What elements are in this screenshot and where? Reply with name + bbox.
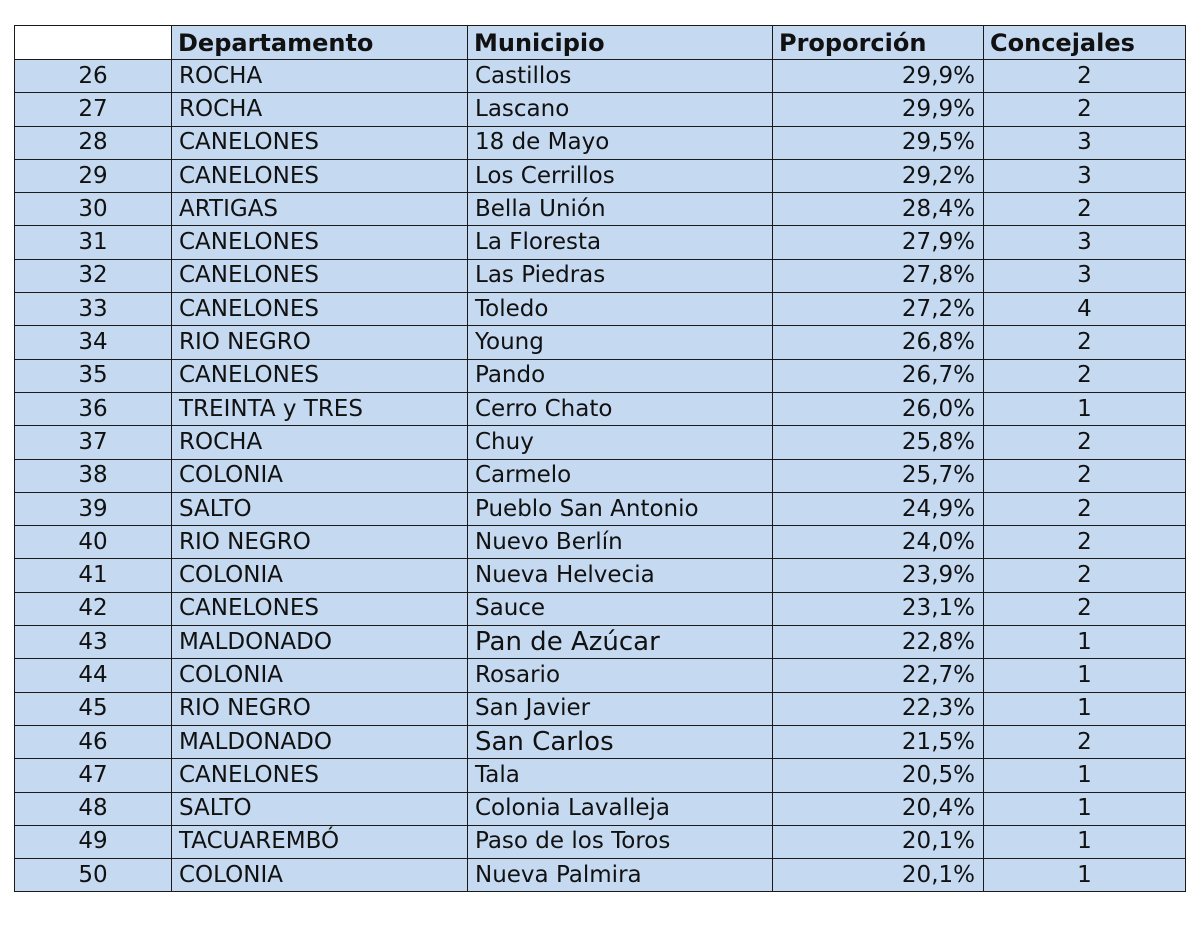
cell-municipio: San Carlos xyxy=(468,725,773,758)
cell-departamento: MALDONADO xyxy=(172,626,468,659)
table-header-row xyxy=(15,26,1186,60)
table-container xyxy=(14,25,1185,892)
cell-municipio: San Javier xyxy=(468,692,773,725)
cell-proporcion: 29,2% xyxy=(773,159,984,192)
cell-concejales: 2 xyxy=(984,526,1186,559)
cell-municipio: Chuy xyxy=(468,426,773,459)
table-row xyxy=(15,159,1186,192)
cell-departamento: TACUAREMBÓ xyxy=(172,825,468,858)
cell-departamento: COLONIA xyxy=(172,559,468,592)
cell-concejales: 2 xyxy=(984,592,1186,625)
cell-proporcion: 27,8% xyxy=(773,259,984,292)
table-row xyxy=(15,93,1186,126)
cell-departamento: SALTO xyxy=(172,492,468,525)
cell-rank: 26 xyxy=(15,60,172,93)
cell-departamento: RIO NEGRO xyxy=(172,326,468,359)
table-row xyxy=(15,692,1186,725)
cell-proporcion: 20,4% xyxy=(773,792,984,825)
cell-departamento: RIO NEGRO xyxy=(172,526,468,559)
table-row xyxy=(15,60,1186,93)
cell-municipio: Tala xyxy=(468,759,773,792)
cell-rank: 44 xyxy=(15,659,172,692)
cell-municipio: Young xyxy=(468,326,773,359)
table-body xyxy=(15,60,1186,892)
cell-concejales: 1 xyxy=(984,825,1186,858)
cell-departamento: SALTO xyxy=(172,792,468,825)
table-row xyxy=(15,259,1186,292)
cell-municipio: Toledo xyxy=(468,293,773,326)
cell-departamento: MALDONADO xyxy=(172,725,468,758)
cell-rank: 32 xyxy=(15,259,172,292)
table-row xyxy=(15,126,1186,159)
table-row xyxy=(15,825,1186,858)
cell-rank: 29 xyxy=(15,159,172,192)
cell-departamento: CANELONES xyxy=(172,592,468,625)
cell-rank: 45 xyxy=(15,692,172,725)
cell-proporcion: 26,8% xyxy=(773,326,984,359)
cell-rank: 41 xyxy=(15,559,172,592)
table-row xyxy=(15,559,1186,592)
table-row xyxy=(15,326,1186,359)
cell-rank: 30 xyxy=(15,193,172,226)
cell-proporcion: 27,2% xyxy=(773,293,984,326)
cell-municipio: Pan de Azúcar xyxy=(468,626,773,659)
cell-concejales: 3 xyxy=(984,159,1186,192)
cell-rank: 48 xyxy=(15,792,172,825)
cell-departamento: CANELONES xyxy=(172,259,468,292)
cell-rank: 49 xyxy=(15,825,172,858)
table-row xyxy=(15,792,1186,825)
cell-concejales: 1 xyxy=(984,859,1186,892)
cell-proporcion: 29,9% xyxy=(773,93,984,126)
cell-departamento: CANELONES xyxy=(172,159,468,192)
cell-concejales: 2 xyxy=(984,559,1186,592)
cell-municipio: Castillos xyxy=(468,60,773,93)
header-blank xyxy=(15,26,172,60)
cell-concejales: 1 xyxy=(984,392,1186,425)
cell-proporcion: 29,9% xyxy=(773,60,984,93)
cell-concejales: 1 xyxy=(984,659,1186,692)
cell-concejales: 1 xyxy=(984,759,1186,792)
cell-departamento: RIO NEGRO xyxy=(172,692,468,725)
cell-municipio: 18 de Mayo xyxy=(468,126,773,159)
table-row xyxy=(15,193,1186,226)
cell-municipio: Carmelo xyxy=(468,459,773,492)
cell-proporcion: 20,1% xyxy=(773,859,984,892)
cell-departamento: CANELONES xyxy=(172,226,468,259)
cell-proporcion: 27,9% xyxy=(773,226,984,259)
header-municipio: Municipio xyxy=(468,26,773,60)
header-proporcion: Proporción xyxy=(773,26,984,60)
cell-proporcion: 22,8% xyxy=(773,626,984,659)
cell-departamento: ROCHA xyxy=(172,426,468,459)
cell-rank: 50 xyxy=(15,859,172,892)
table-row xyxy=(15,659,1186,692)
cell-proporcion: 24,9% xyxy=(773,492,984,525)
cell-concejales: 2 xyxy=(984,60,1186,93)
table-row xyxy=(15,526,1186,559)
table-row xyxy=(15,392,1186,425)
cell-municipio: Nueva Palmira xyxy=(468,859,773,892)
cell-departamento: ARTIGAS xyxy=(172,193,468,226)
table-row xyxy=(15,359,1186,392)
cell-concejales: 2 xyxy=(984,193,1186,226)
cell-proporcion: 26,7% xyxy=(773,359,984,392)
table-row xyxy=(15,626,1186,659)
cell-concejales: 2 xyxy=(984,725,1186,758)
cell-proporcion: 25,8% xyxy=(773,426,984,459)
cell-municipio: Colonia Lavalleja xyxy=(468,792,773,825)
cell-proporcion: 20,5% xyxy=(773,759,984,792)
cell-proporcion: 25,7% xyxy=(773,459,984,492)
cell-concejales: 2 xyxy=(984,459,1186,492)
cell-departamento: ROCHA xyxy=(172,60,468,93)
cell-rank: 40 xyxy=(15,526,172,559)
cell-proporcion: 23,9% xyxy=(773,559,984,592)
table-row xyxy=(15,725,1186,758)
cell-concejales: 2 xyxy=(984,426,1186,459)
cell-concejales: 2 xyxy=(984,492,1186,525)
cell-concejales: 2 xyxy=(984,359,1186,392)
cell-proporcion: 26,0% xyxy=(773,392,984,425)
cell-municipio: Bella Unión xyxy=(468,193,773,226)
cell-rank: 28 xyxy=(15,126,172,159)
cell-rank: 31 xyxy=(15,226,172,259)
table-row xyxy=(15,226,1186,259)
table-row xyxy=(15,859,1186,892)
cell-rank: 35 xyxy=(15,359,172,392)
cell-departamento: CANELONES xyxy=(172,759,468,792)
cell-rank: 39 xyxy=(15,492,172,525)
cell-municipio: Lascano xyxy=(468,93,773,126)
cell-proporcion: 23,1% xyxy=(773,592,984,625)
cell-concejales: 1 xyxy=(984,692,1186,725)
header-concejales: Concejales xyxy=(984,26,1186,60)
cell-concejales: 1 xyxy=(984,792,1186,825)
cell-rank: 47 xyxy=(15,759,172,792)
cell-departamento: CANELONES xyxy=(172,359,468,392)
cell-municipio: La Floresta xyxy=(468,226,773,259)
cell-rank: 36 xyxy=(15,392,172,425)
cell-rank: 43 xyxy=(15,626,172,659)
cell-municipio: Nueva Helvecia xyxy=(468,559,773,592)
cell-proporcion: 21,5% xyxy=(773,725,984,758)
table-row xyxy=(15,426,1186,459)
cell-concejales: 3 xyxy=(984,226,1186,259)
cell-municipio: Pando xyxy=(468,359,773,392)
cell-concejales: 3 xyxy=(984,259,1186,292)
cell-proporcion: 20,1% xyxy=(773,825,984,858)
cell-municipio: Sauce xyxy=(468,592,773,625)
municipios-table xyxy=(14,25,1186,892)
table-row xyxy=(15,293,1186,326)
cell-municipio: Pueblo San Antonio xyxy=(468,492,773,525)
cell-concejales: 2 xyxy=(984,326,1186,359)
cell-rank: 46 xyxy=(15,725,172,758)
cell-rank: 42 xyxy=(15,592,172,625)
cell-proporcion: 29,5% xyxy=(773,126,984,159)
cell-rank: 33 xyxy=(15,293,172,326)
cell-municipio: Paso de los Toros xyxy=(468,825,773,858)
cell-municipio: Las Piedras xyxy=(468,259,773,292)
cell-concejales: 4 xyxy=(984,293,1186,326)
header-departamento: Departamento xyxy=(172,26,468,60)
cell-municipio: Rosario xyxy=(468,659,773,692)
cell-departamento: COLONIA xyxy=(172,659,468,692)
cell-departamento: ROCHA xyxy=(172,93,468,126)
cell-concejales: 1 xyxy=(984,626,1186,659)
cell-proporcion: 22,7% xyxy=(773,659,984,692)
cell-departamento: CANELONES xyxy=(172,293,468,326)
cell-proporcion: 28,4% xyxy=(773,193,984,226)
cell-proporcion: 24,0% xyxy=(773,526,984,559)
table-row xyxy=(15,592,1186,625)
cell-municipio: Los Cerrillos xyxy=(468,159,773,192)
cell-rank: 27 xyxy=(15,93,172,126)
cell-proporcion: 22,3% xyxy=(773,692,984,725)
cell-municipio: Cerro Chato xyxy=(468,392,773,425)
cell-concejales: 2 xyxy=(984,93,1186,126)
cell-departamento: CANELONES xyxy=(172,126,468,159)
cell-concejales: 3 xyxy=(984,126,1186,159)
cell-rank: 34 xyxy=(15,326,172,359)
table-row xyxy=(15,492,1186,525)
table-row xyxy=(15,459,1186,492)
cell-departamento: COLONIA xyxy=(172,459,468,492)
table-row xyxy=(15,759,1186,792)
cell-rank: 38 xyxy=(15,459,172,492)
cell-municipio: Nuevo Berlín xyxy=(468,526,773,559)
cell-departamento: COLONIA xyxy=(172,859,468,892)
cell-rank: 37 xyxy=(15,426,172,459)
cell-departamento: TREINTA y TRES xyxy=(172,392,468,425)
